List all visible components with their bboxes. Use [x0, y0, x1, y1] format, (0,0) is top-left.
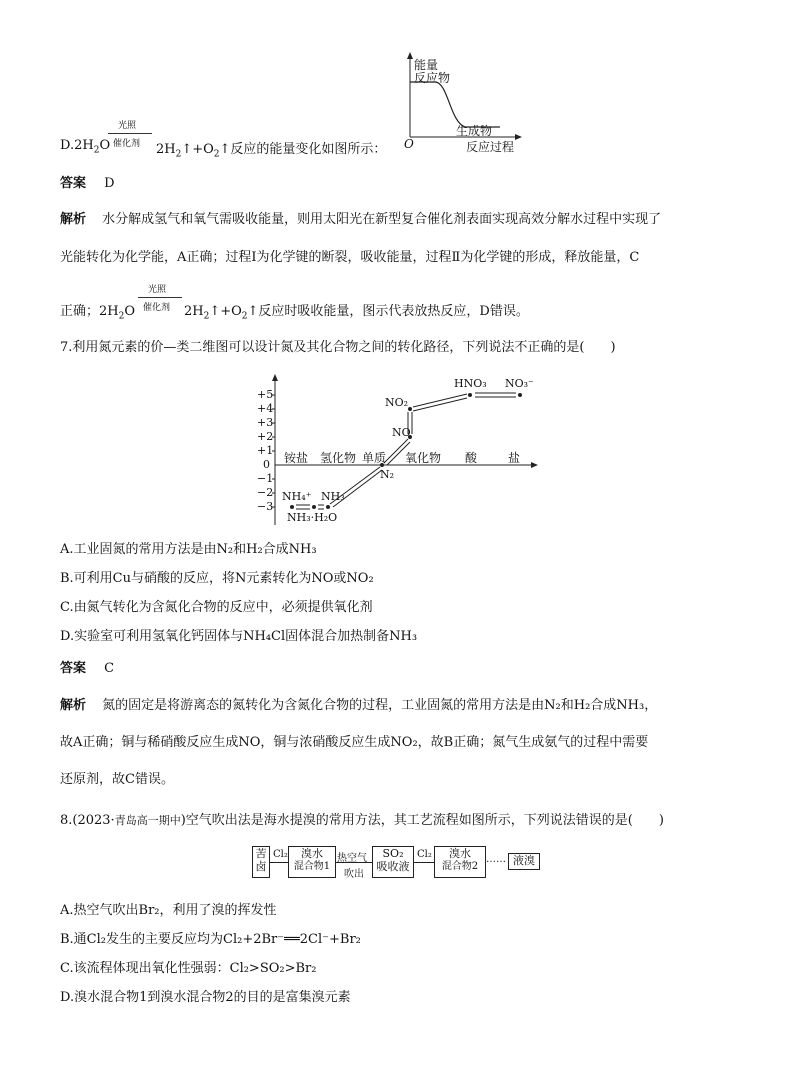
q7-species-no: NO — [392, 426, 411, 439]
q8-stem — [60, 809, 664, 828]
q6-d-prefix: D.2H — [60, 138, 94, 153]
q7-analysis-line1 — [60, 694, 657, 713]
q6-a3-cond-top: 光照 — [148, 285, 167, 295]
q8-flow-arrow3-label: Cl₂ — [417, 849, 432, 860]
q6-a3-cond-bottom: 催化剂 — [143, 303, 171, 313]
q8-box2-line2: 混合物1 — [293, 861, 331, 872]
q7-stem: 7.利用氮元素的价—类二维图可以设计氮及其化合物之间的转化路径，下列说法不正确的是( ) — [60, 340, 616, 355]
q8-flow-arrow1 — [270, 862, 288, 863]
q7-option-b: B.可利用Cu与硝酸的反应，将N元素转化为NO或NO₂ — [60, 571, 374, 586]
q8-box1-line2: 卤 — [255, 860, 267, 873]
q7-ytick: −3 — [257, 500, 274, 513]
q7-option-c: C.由氮气转化为含氮化合物的反应中，必须提供氧化剂 — [60, 600, 373, 615]
q6-graph-ylabel2: 反应物 — [414, 71, 451, 85]
q8-option-d: D.溴水混合物1到溴水混合物2的目的是富集溴元素 — [60, 990, 351, 1005]
q8-flow-arrow2-label-top: 热空气 — [337, 853, 367, 864]
q8-flow-box-liquid — [508, 853, 540, 870]
q8-stem-num: 8.(2023· — [60, 813, 115, 828]
q8-box2-line1: 溴水 — [301, 847, 323, 860]
q6-a3-o: O — [124, 304, 136, 319]
q6-condition-top: 光照 — [118, 121, 137, 131]
q8-stem-rest: )空气吹出法是海水提溴的常用方法，其工艺流程如图所示，下列说法错误的是( ) — [180, 813, 664, 828]
q6-graph-origin: O — [404, 137, 414, 151]
q6-option-d: $D.2H_2O$ — [60, 138, 111, 156]
q6-analysis-label: 解析 — [60, 212, 87, 227]
q6-condition-line — [108, 133, 152, 134]
q8-option-c: C.该流程体现出氧化性强弱：Cl₂>SO₂>Br₂ — [60, 961, 317, 976]
q6-answer-value: D — [104, 176, 115, 191]
q7-species-hno3: HNO₃ — [454, 377, 487, 390]
q7-option-d: D.实验室可利用氢氧化钙固体与NH₄Cl固体混合加热制备NH₃ — [60, 629, 418, 644]
q6-condition-bottom: 催化剂 — [113, 139, 141, 149]
q6-energy-curve — [410, 82, 500, 127]
q6-analysis-line3-rest: $2H_2↑+O_2↑$反应时吸收能量，图示代表放热反应，D错误。 — [184, 304, 529, 322]
q7-ytick: +2 — [257, 430, 274, 443]
q7-category: 盐 — [508, 451, 521, 465]
q8-box5-line1: 液溴 — [513, 854, 535, 867]
q8-flow-arrow2-label-bottom: 吹出 — [344, 869, 364, 880]
q6-option-d-rest: $2H_2↑+O_2↑$反应的能量变化如图所示： — [156, 142, 387, 160]
q7-species-nh3h2o: NH₃·H₂O — [287, 511, 338, 524]
q6-analysis-line1 — [60, 208, 661, 227]
q8-box1-line1: 苦 — [255, 847, 267, 860]
q7-species-no2: NO₂ — [385, 396, 409, 409]
q8-flow-box-absorb — [372, 846, 414, 878]
q6-d-end: ↑反应的能量变化如图所示： — [219, 142, 387, 157]
q7-category: 氧化物 — [405, 451, 442, 465]
q7-analysis-label: 解析 — [60, 698, 87, 713]
q7-category: 铵盐 — [284, 451, 309, 465]
q7-ytick: −2 — [257, 486, 274, 499]
q6-a3-tail: ↑+O — [209, 304, 242, 319]
q8-flow-arrow3 — [414, 862, 434, 863]
q6-d-tail: ↑+O — [181, 142, 214, 157]
q6-answer — [60, 172, 115, 191]
q7-answer-label: 答案 — [60, 661, 87, 676]
q7-species-nh3: NH₃ — [321, 490, 345, 503]
q6-d-mid: 2H — [156, 142, 176, 157]
q8-flow-arrow4: …… — [486, 854, 506, 865]
q7-ytick: +3 — [257, 416, 274, 429]
q7-species-n2: N₂ — [380, 468, 395, 481]
q6-analysis-line2: 光能转化为化学能，A正确；过程Ⅰ为化学键的断裂，吸收能量，过程Ⅱ为化学键的形成，释放能量，C — [60, 250, 640, 265]
q8-flow-arrow1-label: Cl₂ — [273, 849, 288, 860]
q7-ytick: +1 — [257, 444, 274, 457]
q7-category: 氢化物 — [320, 451, 357, 465]
q6-graph-product: 生成物 — [456, 124, 493, 138]
q7-category: 单质 — [362, 451, 387, 465]
q7-analysis-line3: 还原剂，故C错误。 — [60, 772, 174, 787]
q7-analysis-text1: 氮的固定是将游离态的氮转化为含氮化合物的过程，工业固氮的常用方法是由N₂和H₂合成NH₃， — [102, 698, 658, 713]
q6-graph-xlabel: 反应过程 — [466, 140, 515, 154]
q6-d-o: O — [99, 138, 111, 153]
q8-box3-line1: SO₂ — [382, 847, 404, 860]
q7-ytick: +4 — [257, 402, 274, 415]
q6-a3-mid: 2H — [184, 304, 204, 319]
q6-graph-ylabel1: 能量 — [414, 58, 439, 72]
q6-a3-end: ↑反应时吸收能量，图示代表放热反应，D错误。 — [247, 304, 529, 319]
q6-a3-cond-line — [138, 297, 182, 298]
q8-flow-box-mix1 — [288, 846, 336, 878]
q8-box4-line1: 溴水 — [449, 847, 471, 860]
q7-category: 酸 — [465, 451, 478, 465]
q7-option-a: A.工业固氮的常用方法是由N₂和H₂合成NH₃ — [60, 542, 317, 557]
q7-species-nh4: NH₄⁺ — [282, 490, 312, 503]
q6-answer-label: 答案 — [60, 176, 87, 191]
q8-stem-source: 青岛高一期中 — [114, 814, 181, 827]
q8-flow-arrow2 — [336, 862, 372, 863]
q7-ytick: +5 — [257, 388, 274, 401]
q7-answer — [60, 657, 114, 676]
q8-box4-line2: 混合物2 — [441, 861, 479, 872]
q6-analysis-line3: 正确；$2H_2O$ — [60, 304, 136, 322]
q8-option-b: B.通Cl₂发生的主要反应均为Cl₂+2Br⁻══2Cl⁻+Br₂ — [60, 932, 361, 947]
q6-a3-start: 正确；2H — [60, 304, 119, 319]
q7-analysis-line2: 故A正确；铜与稀硝酸反应生成NO，铜与浓硝酸反应生成NO₂，故B正确；氮气生成氨气的过程中需要 — [60, 735, 649, 750]
q8-flow-box-mix2 — [434, 846, 486, 878]
q7-species-no3: NO₃⁻ — [505, 377, 534, 390]
q7-answer-value: C — [104, 661, 115, 676]
q8-flow-box-brine — [252, 846, 270, 878]
q7-ytick: 0 — [263, 458, 270, 471]
q8-option-a: A.热空气吹出Br₂，利用了溴的挥发性 — [60, 903, 277, 918]
q7-ytick: −1 — [257, 472, 274, 485]
q8-box3-line2: 吸收液 — [376, 860, 410, 873]
q6-analysis-text1: 水分解成氢气和氧气需吸收能量，则用太阳光在新型复合催化剂表面实现高效分解水过程中实现了 — [102, 212, 662, 227]
